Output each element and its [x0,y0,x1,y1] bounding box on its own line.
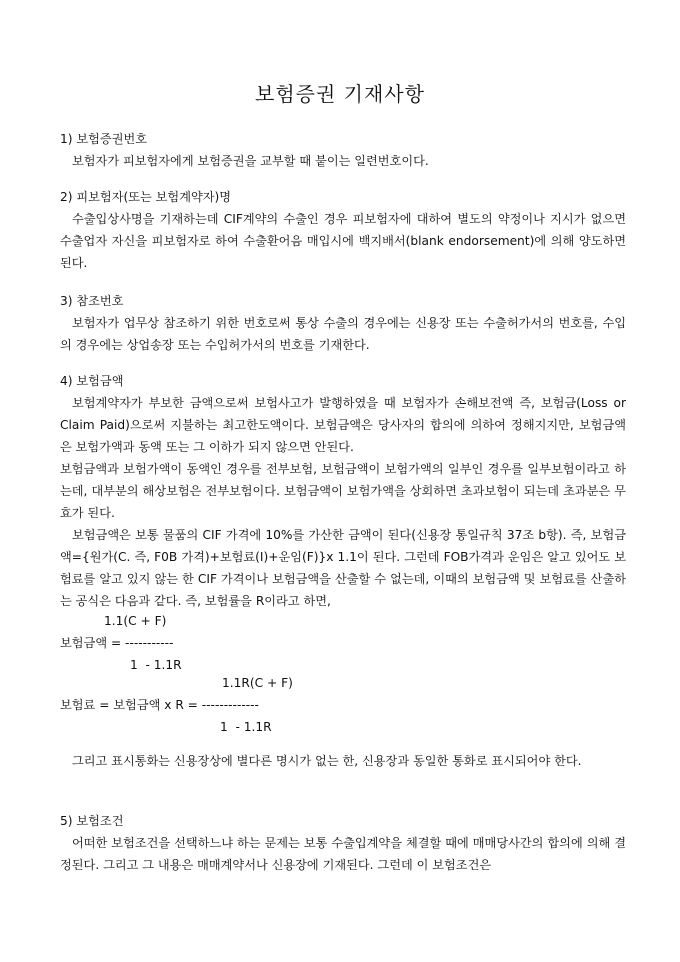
section-insured-name [60,186,626,274]
section-paragraph: 보험금액은 보통 물품의 CIF 가격에 10%를 가산한 금액이 된다(신용장 통일규칙 37조 b항). 즉, 보험금액={원가(C. 즉, F0B 가격)+보험료(I)+운임(F)}x 1.1이 된다. 그런데 FOB가격과 운임은 알고 있어도 보험료를 알고 있지 않는 한 CIF 가격이나 보험금액을 산출할 수 없는데, 이때의 보험금액 및 보험료를 산출하는 공식은 다음과 같다. 즉, 보험률을 R이라고 하면, [60,528,626,608]
section-paragraph: 보험자가 피보험자에게 보험증권을 교부할 때 붙이는 일련번호이다. [72,154,429,168]
section-paragraph: 보험계약자가 부보한 금액으로써 보험사고가 발행하였을 때 보험자가 손해보전액 즉, 보험금(Loss or Claim Paid)으로써 지불하는 최고한도액이다. 보험금액은 당사자의 합의에 의하여 정해지지만, 보험금액은 보험가액과 동액 또는 그 이하가 되지 않으면 안된다. [60,396,626,454]
formula-denominator: 1 - 1.1R [220,720,272,734]
section-paragraph: 보험금액과 보험가액이 동액인 경우를 전부보험, 보험금액이 보험가액의 일부인 경우를 일부보험이라고 하는데, 대부분의 해상보험은 전부보험이다. 보험금액이 보험가액을 상회하면 초과보험이 되는데 초과분은 무효가 된다. [60,462,626,520]
formula-numerator: 1.1(C + F) [104,614,167,628]
section-paragraph: 어떠한 보험조건을 선택하느냐 하는 문제는 보통 수출입계약을 체결할 때에 매매당사간의 합의에 의해 결정된다. 그리고 그 내용은 매매계약서나 신용장에 기재된다. 그런데 이 보험조건은 [60,836,626,872]
section-paragraph: 보험자가 업무상 참조하기 위한 번호로써 통상 수출의 경우에는 신용장 또는 수출허가서의 번호를, 수입의 경우에는 상업송장 또는 수입허가서의 번호를 기재한다. [60,316,626,352]
section-paragraph: 수출입상사명을 기재하는데 CIF계약의 수출인 경우 피보험자에 대하여 별도의 약정이나 지시가 없으면 수출업자 자신을 피보험자로 하여 수출환어음 매입시에 백지배서(blank endorsement)에 의해 양도하면 된다. [60,212,626,270]
section-heading: 5) 보험조건 [60,814,124,828]
formula-label: 보험금액 = ----------- [60,636,174,650]
section-insurance-conditions [60,810,626,876]
section-reference-number [60,290,626,356]
currency-note [60,750,626,772]
document-title: 보험증권 기재사항 [255,82,425,106]
section-insured-amount [60,370,626,612]
section-heading: 3) 참조번호 [60,294,124,308]
formula-numerator: 1.1R(C + F) [222,676,293,690]
section-policy-number [60,128,626,172]
section-heading: 1) 보험증권번호 [60,132,148,146]
section-paragraph: 그리고 표시통화는 신용장상에 별다른 명시가 없는 한, 신용장과 동일한 통화로 표시되어야 한다. [72,754,582,768]
section-heading: 4) 보험금액 [60,374,124,388]
formula-denominator: 1 - 1.1R [130,658,182,672]
formula-label: 보험료 = 보험금액 x R = ------------- [60,698,259,712]
section-heading: 2) 피보험자(또는 보험계약자)명 [60,190,232,204]
